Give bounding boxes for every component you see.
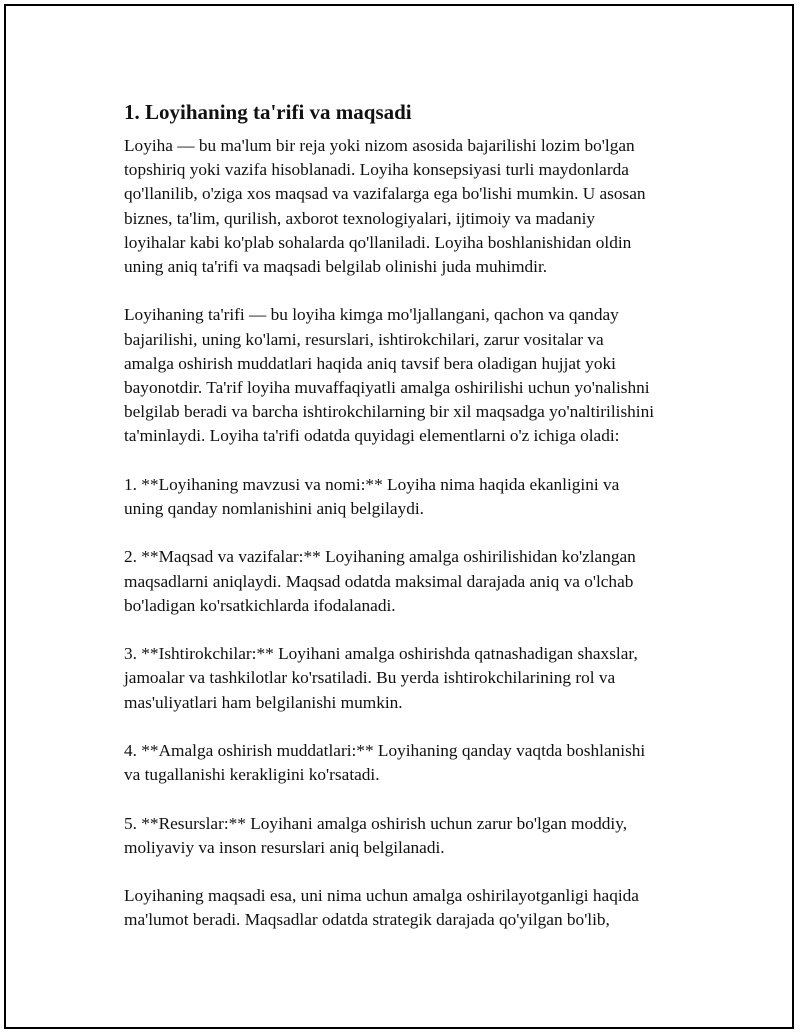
text-line: mas'uliyatlari ham belgilanishi mumkin. — [124, 692, 403, 712]
text-line: 2. **Maqsad va vazifalar:** Loyihaning amalga oshirilishidan ko'zlangan — [124, 547, 636, 567]
text-line: jamoalar va tashkilotlar ko'rsatiladi. Bu yerda ishtirokchilarining rol va — [124, 668, 616, 688]
text-line: 4. **Amalga oshirish muddatlari:** Loyihaning qanday vaqtda boshlanishi — [124, 741, 646, 760]
text-line: va tugallanishi kerakligini ko'rsatadi. — [124, 765, 380, 785]
text-line: topshiriq yoki vazifa hisoblanadi. Loyiha konsepsiyasi turli maydonlarda — [124, 160, 629, 180]
text-line: bo'ladigan ko'rsatkichlarda ifodalanadi. — [124, 595, 396, 615]
text-line: 5. **Resurslar:** Loyihani amalga oshirish uchun zarur bo'lgan moddiy, — [124, 813, 628, 833]
paragraph — [124, 303, 704, 448]
text-line: Loyihaning maqsadi esa, uni nima uchun amalga oshirilayotganligi haqida — [124, 886, 639, 906]
paragraph-container — [124, 134, 704, 933]
text-line: maqsadlarni aniqlaydi. Maqsad odatda maksimal darajada aniq va o'lchab — [124, 571, 634, 591]
paragraph — [124, 134, 704, 279]
text-line: belgilab beradi va barcha ishtirokchilarning bir xil maqsadga yo'naltirilishini — [124, 402, 655, 422]
text-line: bajarilishi, uning ko'lami, resurslari, ishtirokchilari, zarur vositalar va — [124, 329, 604, 349]
paragraph — [124, 545, 704, 618]
section-heading: 1. Loyihaning ta'rifi va maqsadi — [124, 100, 412, 124]
paragraph — [124, 642, 704, 715]
text-line: qo'llanilib, o'ziga xos maqsad va vazifalarga ega bo'lishi mumkin. U asosan — [124, 184, 646, 204]
text-line: Loyihaning ta'rifi — bu loyiha kimga mo'ljallangani, qachon va qanday — [124, 305, 619, 325]
paragraph — [124, 739, 704, 787]
text-line: ta'minlaydi. Loyiha ta'rifi odatda quyidagi elementlarni o'z ichiga oladi: — [124, 426, 620, 446]
paragraph — [124, 812, 704, 860]
text-line: amalga oshirish muddatlari haqida aniq tavsif bera oladigan hujjat yoki — [124, 353, 616, 373]
text-line: bayonotdir. Ta'rif loyiha muvaffaqiyatli amalga oshirilishi uchun yo'nalishni — [124, 378, 650, 398]
paragraph — [124, 473, 704, 521]
text-line: Loyiha — bu ma'lum bir reja yoki nizom asosida bajarilishi lozim bo'lgan — [124, 136, 635, 155]
text-line: ma'lumot beradi. Maqsadlar odatda strategik darajada qo'yilgan bo'lib, — [124, 910, 610, 930]
text-line: uning aniq ta'rifi va maqsadi belgilab olinishi juda muhimdir. — [124, 257, 548, 277]
document-body — [124, 98, 704, 957]
text-line: 1. **Loyihaning mavzusi va nomi:** Loyiha nima haqida ekanligini va — [124, 474, 620, 494]
text-line: uning qanday nomlanishini aniq belgilaydi. — [124, 499, 424, 519]
text-line: moliyaviy va inson resurslari aniq belgilanadi. — [124, 837, 445, 857]
text-line: 3. **Ishtirokchilar:** Loyihani amalga oshirishda qatnashadigan shaxslar, — [124, 644, 638, 664]
text-line: biznes, ta'lim, qurilish, axborot texnologiyalari, ijtimoiy va madaniy — [124, 208, 596, 228]
text-line: loyihalar kabi ko'plab sohalarda qo'llaniladi. Loyiha boshlanishidan oldin — [124, 232, 632, 252]
paragraph — [124, 884, 704, 932]
page-frame — [4, 4, 794, 1029]
